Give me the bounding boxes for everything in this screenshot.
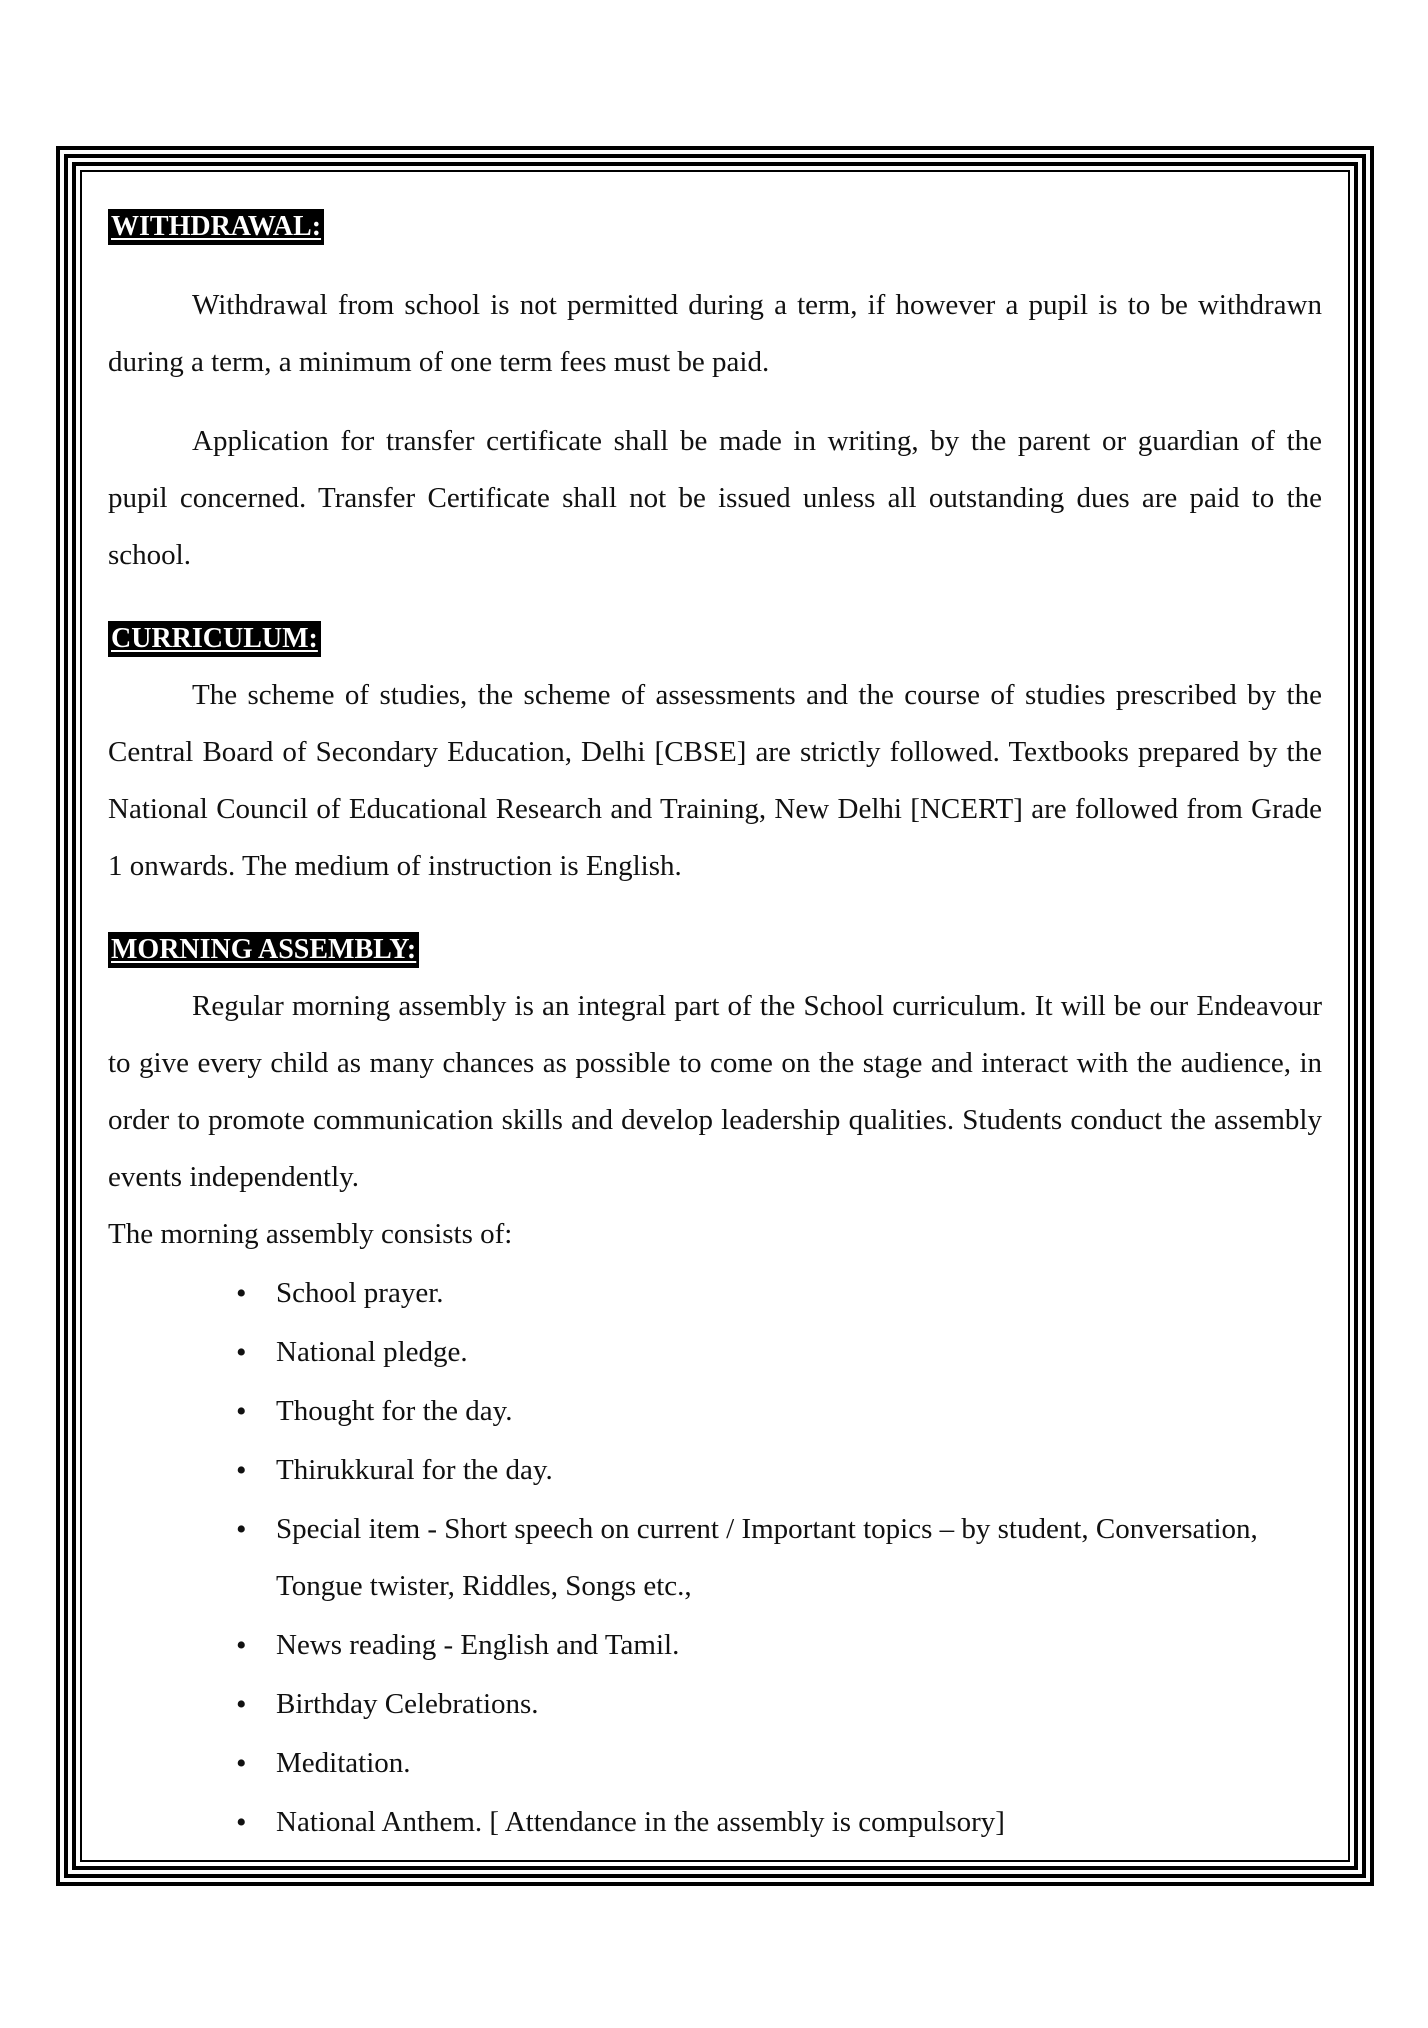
bullet-icon: • — [236, 1454, 247, 1487]
list-item: • Birthday Celebrations. — [108, 1676, 1322, 1733]
assembly-heading: MORNING ASSEMBLY: — [108, 932, 419, 968]
list-item: • Meditation. — [108, 1735, 1322, 1792]
bullet-icon: • — [236, 1513, 247, 1546]
bullet-icon: • — [236, 1688, 247, 1721]
withdrawal-heading: WITHDRAWAL: — [108, 209, 324, 245]
bullet-icon: • — [236, 1336, 247, 1369]
list-item: • National pledge. — [108, 1324, 1322, 1381]
bullet-icon: • — [236, 1747, 247, 1780]
document-body — [108, 198, 1322, 1851]
page-border-innermost — [72, 162, 1358, 1870]
list-item: • National Anthem. [ Attendance in the assembly is compulsory] — [108, 1794, 1322, 1851]
section-morning-assembly — [108, 921, 1322, 1851]
bullet-icon: • — [236, 1277, 247, 1310]
bullet-icon: • — [236, 1629, 247, 1662]
curriculum-paragraph: The scheme of studies, the scheme of assessments and the course of studies prescribed by the Central Board of Secondary Education, Delhi [CBSE] are strictly followed. Textbooks prepared by the National Council of Educational Research and Training, New Delhi [NCERT] are followed from Grade 1 onwards. The medium of instruction is English. — [108, 679, 1322, 882]
page-border — [56, 146, 1374, 1886]
page-border-inner — [64, 154, 1366, 1878]
list-item: • News reading - English and Tamil. — [108, 1617, 1322, 1674]
assembly-list-intro: The morning assembly consists of: — [108, 1218, 513, 1250]
withdrawal-paragraph-1: Withdrawal from school is not permitted during a term, if however a pupil is to be withdrawn during a term, a minimum of one term fees must be paid. — [108, 289, 1322, 378]
list-item: • School prayer. — [108, 1265, 1322, 1322]
bullet-icon: • — [236, 1395, 247, 1428]
bullet-icon: • — [236, 1806, 247, 1839]
curriculum-heading: CURRICULUM: — [108, 621, 321, 657]
list-item: • Special item - Short speech on current / Important topics – by student, Conversation, Tongue twister, Riddles, Songs etc., — [108, 1501, 1322, 1615]
page-border-core — [80, 170, 1350, 1862]
list-item: • Thirukkural for the day. — [108, 1442, 1322, 1499]
withdrawal-paragraph-2: Application for transfer certificate shall be made in writing, by the parent or guardian of the pupil concerned. Transfer Certificate shall not be issued unless all outstanding dues are paid to the school. — [108, 425, 1322, 571]
section-curriculum — [108, 610, 1322, 895]
section-withdrawal — [108, 198, 1322, 584]
assembly-paragraph: Regular morning assembly is an integral part of the School curriculum. It will be our Endeavour to give every child as many chances as possible to come on the stage and interact with the audience, in order to promote communication skills and develop leadership qualities. Students conduct the assembly events independently. — [108, 990, 1322, 1193]
list-item: • Thought for the day. — [108, 1383, 1322, 1440]
assembly-list — [108, 1265, 1322, 1851]
